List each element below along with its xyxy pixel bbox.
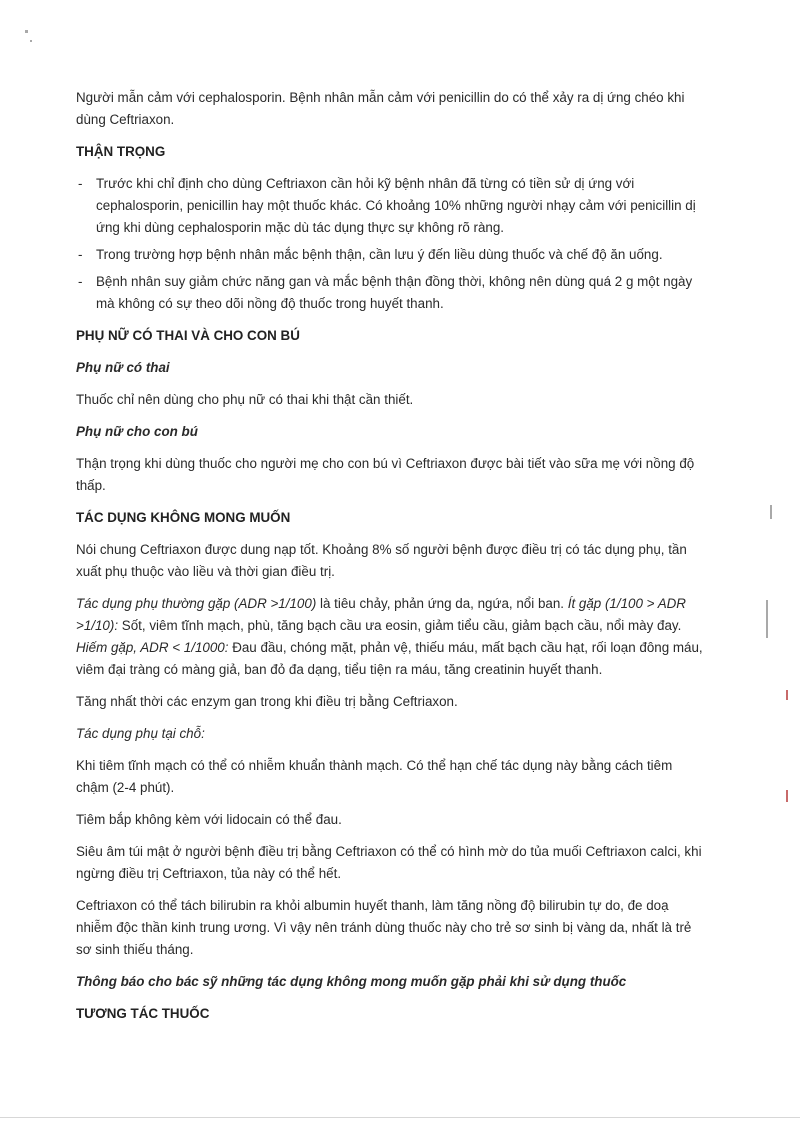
im-injection-paragraph: Tiêm bắp không kèm với lidocain có thể đau. (76, 812, 342, 827)
scan-mark (786, 790, 788, 802)
bullet-dash: - (78, 247, 83, 262)
bilirubin-paragraph: Ceftriaxon có thể tách bilirubin ra khỏi albumin huyết thanh, làm tăng nồng độ bilirubin tự do, đe doạ nhiễm độc thần kinh trung ương. Vì vậy nên tránh dùng thuốc này cho trẻ sơ sinh bị vàng da, nhất là trẻ sơ sinh thiếu tháng. (76, 898, 692, 957)
tolerance-paragraph: Nói chung Ceftriaxon được dung nạp tốt. Khoảng 8% số người bệnh được điều trị có tác dụng phụ, tần xuất phụ thuộc vào liều và thời gian điều trị. (76, 542, 687, 579)
adr-common-text: là tiêu chảy, phản ứng da, ngứa, nổi ban. (316, 596, 568, 611)
section-heading-tac-dung: TÁC DỤNG KHÔNG MONG MUỐN (76, 510, 291, 525)
doctor-notice: Thông báo cho bác sỹ những tác dụng không mong muốn gặp phải khi sử dụng thuốc (76, 974, 627, 989)
adr-uncommon-label: Ít gặp (1/100 > ADR >1/10): (76, 596, 686, 633)
scan-mark (30, 40, 32, 42)
bullet-text: Trước khi chỉ định cho dùng Ceftriaxon cần hỏi kỹ bệnh nhân đã từng có tiền sử dị ứng với cephalosporin, penicillin hay một thuốc khác. Có khoảng 10% những người nhạy cảm với penicillin dị ứng khi dùng cephalosporin mặc dù tác dụng thực sự không rõ ràng. (96, 176, 696, 235)
bullet-dash: - (78, 176, 83, 191)
ultrasound-paragraph: Siêu âm túi mật ở người bệnh điều trị bằng Ceftriaxon có thể có hình mờ do tủa muối Ceftriaxon calci, khi ngừng điều trị Ceftriaxon, tủa này có thể hết. (76, 844, 702, 881)
liver-enzyme-paragraph: Tăng nhất thời các enzym gan trong khi điều trị bằng Ceftriaxon. (76, 694, 458, 709)
adr-frequency-paragraph (76, 593, 708, 681)
adr-rare-label: Hiếm gặp, ADR < 1/1000: (76, 640, 229, 655)
adr-uncommon-text: Sốt, viêm tĩnh mạch, phù, tăng bạch cầu ưa eosin, giảm tiểu cầu, giảm bạch cầu, nổi mày đay. (118, 618, 682, 633)
section-heading-tuong-tac: TƯƠNG TÁC THUỐC (76, 1006, 210, 1021)
bullet-dash: - (78, 274, 83, 289)
bullet-item (76, 173, 708, 239)
adr-rare-text: Đau đầu, chóng mặt, phản vệ, thiếu máu, mất bạch cầu hạt, rối loạn đông máu, viêm đại tràng có màng giả, ban đỏ đa dạng, tiểu tiện ra máu, tăng creatinin huyết thanh. (76, 640, 703, 677)
scan-mark (770, 505, 772, 519)
scan-mark (766, 600, 768, 638)
adr-common-label: Tác dụng phụ thường gặp (ADR >1/100) (76, 596, 317, 611)
lactation-paragraph: Thận trọng khi dùng thuốc cho người mẹ cho con bú vì Ceftriaxon được bài tiết vào sữa mẹ với nồng độ thấp. (76, 456, 695, 493)
page-bottom-rule (0, 1117, 800, 1118)
iv-injection-paragraph: Khi tiêm tĩnh mạch có thể có nhiễm khuẩn thành mạch. Có thể hạn chế tác dụng này bằng cách tiêm chậm (2-4 phút). (76, 758, 673, 795)
scan-mark (25, 30, 28, 33)
pregnancy-paragraph: Thuốc chỉ nên dùng cho phụ nữ có thai khi thật cần thiết. (76, 392, 414, 407)
scan-mark (786, 690, 788, 700)
bullet-text: Bệnh nhân suy giảm chức năng gan và mắc bệnh thận đồng thời, không nên dùng quá 2 g một ngày mà không có sự theo dõi nồng độ thuốc trong huyết thanh. (96, 274, 693, 311)
subheading-co-thai: Phụ nữ có thai (76, 360, 170, 375)
bullet-item (76, 271, 708, 315)
bullet-item (76, 244, 708, 266)
bullet-text: Trong trường hợp bệnh nhân mắc bệnh thận, cần lưu ý đến liều dùng thuốc và chế độ ăn uống. (96, 247, 663, 262)
subheading-cho-con-bu: Phụ nữ cho con bú (76, 424, 198, 439)
contraindication-paragraph: Người mẫn cảm với cephalosporin. Bệnh nhân mẫn cảm với penicillin do có thể xảy ra dị ứng chéo khi dùng Ceftriaxon. (76, 90, 685, 127)
subheading-tai-cho: Tác dụng phụ tại chỗ: (76, 726, 205, 741)
section-heading-phu-nu: PHỤ NỮ CÓ THAI VÀ CHO CON BÚ (76, 328, 300, 343)
document-body (76, 87, 708, 1035)
section-heading-than-trong: THẬN TRỌNG (76, 144, 166, 159)
